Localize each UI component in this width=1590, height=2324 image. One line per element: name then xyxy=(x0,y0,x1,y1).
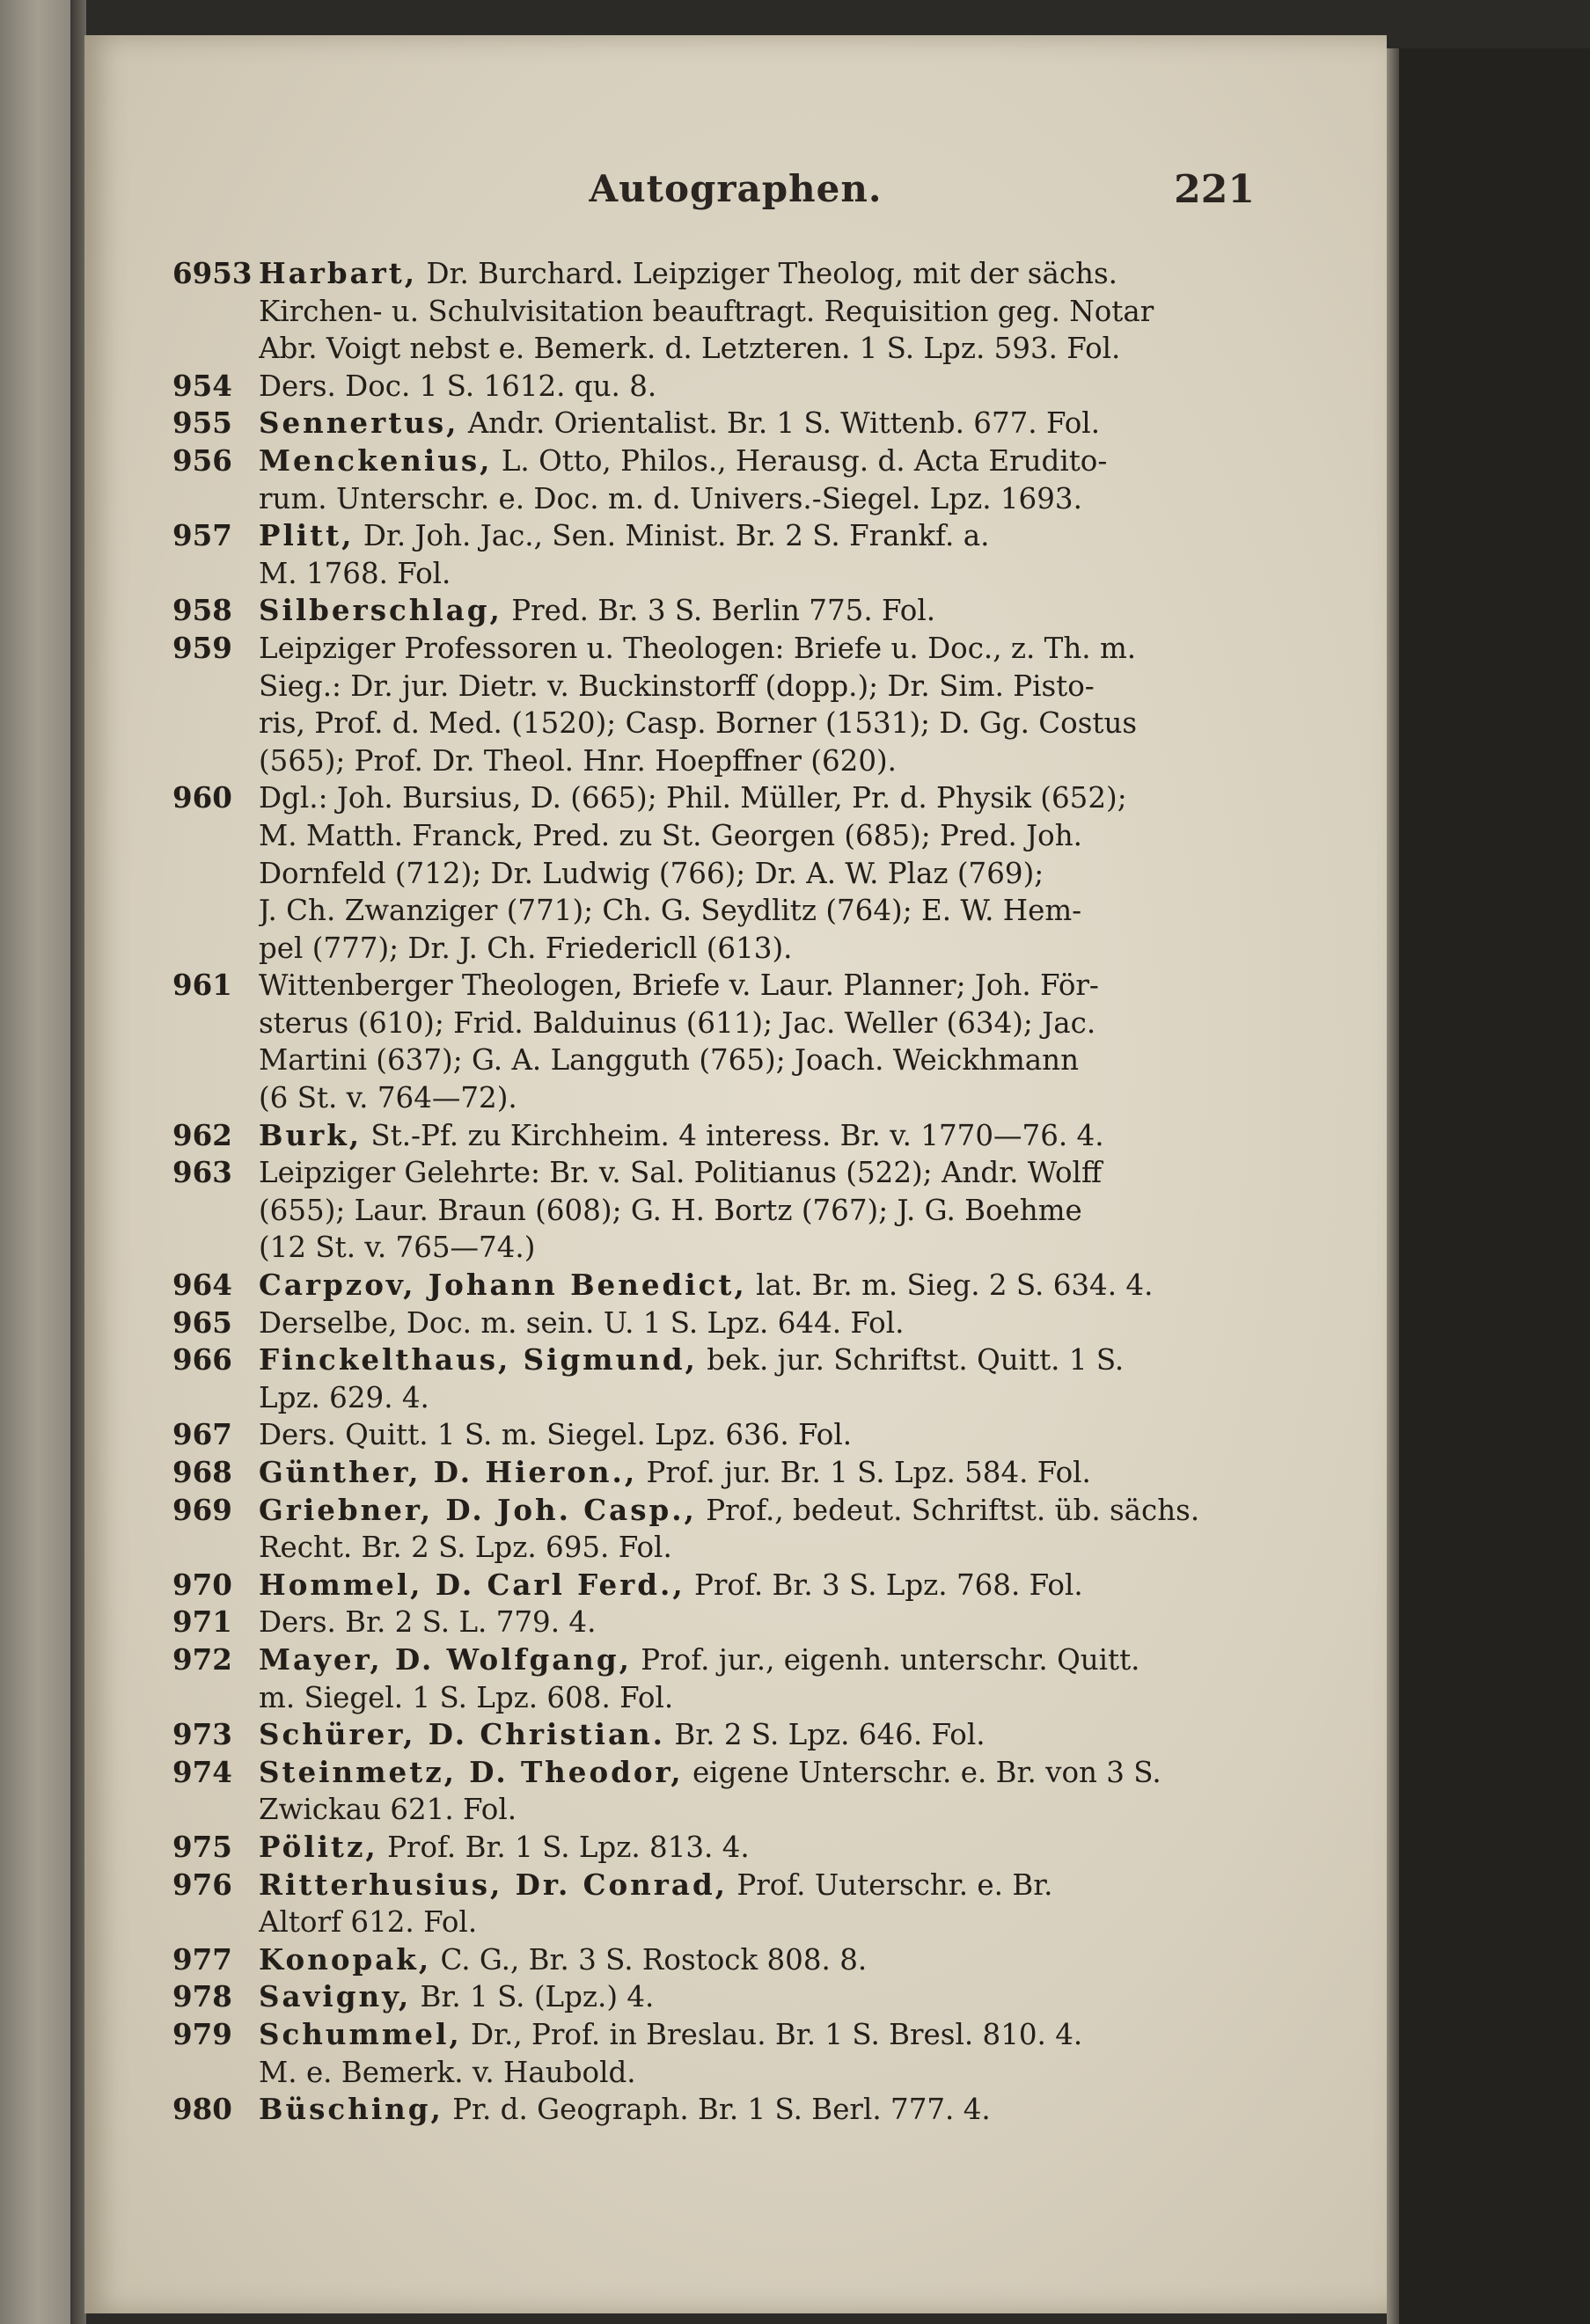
entry-name: Plitt, xyxy=(259,518,355,553)
catalog-entry xyxy=(172,1829,1268,1867)
entry-line xyxy=(259,293,1268,331)
entry-text xyxy=(259,1754,1268,1829)
entry-line-text: Leipziger Gelehrte: Br. v. Sal. Politianus (522); Andr. Wolff xyxy=(259,1156,1103,1190)
entry-line-text: m. Siegel. 1 S. Lpz. 608. Fol. xyxy=(259,1680,674,1714)
entry-line xyxy=(259,1641,1268,1679)
entry-text xyxy=(259,1829,1268,1867)
entry-line xyxy=(259,255,1268,293)
entry-line-text: Prof. jur. Br. 1 S. Lpz. 584. Fol. xyxy=(646,1456,1091,1489)
entry-line xyxy=(259,630,1268,668)
entry-text xyxy=(259,1941,1268,1979)
entry-name: Hommel, D. Carl Ferd., xyxy=(259,1567,685,1602)
catalog-entry xyxy=(172,1754,1268,1829)
entry-text xyxy=(259,255,1268,368)
entry-line xyxy=(259,1941,1268,1979)
entry-name: Silberschlag, xyxy=(259,593,502,628)
entry-number: 969 xyxy=(172,1492,232,1527)
entry-line xyxy=(259,1904,1268,1941)
left-page-edge xyxy=(0,0,76,2324)
entry-text xyxy=(259,1716,1268,1754)
entry-number: 976 xyxy=(172,1867,232,1902)
entry-line-text: (565); Prof. Dr. Theol. Hnr. Hoepffner (620). xyxy=(259,743,898,778)
catalog-entry xyxy=(172,1416,1268,1454)
entry-text xyxy=(259,1416,1268,1454)
entry-text xyxy=(259,2091,1268,2129)
entry-line xyxy=(259,442,1268,480)
entry-number: 966 xyxy=(172,1342,232,1378)
entry-text xyxy=(259,1454,1268,1492)
entry-line-text: M. Matth. Franck, Pred. zu St. Georgen (685); Pred. Joh. xyxy=(259,818,1082,852)
entry-line-text: Sieg.: Dr. jur. Dietr. v. Buckinstorff (dopp.); Dr. Sim. Pisto- xyxy=(259,669,1095,703)
page-number: 221 xyxy=(1174,167,1255,212)
entry-line xyxy=(259,1978,1268,2016)
entry-line xyxy=(259,855,1268,893)
entry-line xyxy=(259,817,1268,855)
entry-text xyxy=(259,967,1268,1116)
entry-text xyxy=(259,1341,1268,1416)
catalog-entry xyxy=(172,1454,1268,1492)
catalog-entry xyxy=(172,779,1268,967)
entry-text xyxy=(259,1567,1268,1604)
entry-line xyxy=(259,1041,1268,1079)
entry-line xyxy=(259,779,1268,817)
entry-name: Pölitz, xyxy=(259,1829,378,1864)
entry-number: 979 xyxy=(172,2016,232,2051)
entry-line xyxy=(259,368,1268,406)
catalog-entry xyxy=(172,1941,1268,1979)
entry-name: Carpzov, Johann Benedict, xyxy=(259,1268,747,1303)
entry-line xyxy=(259,1867,1268,1904)
catalog-entry xyxy=(172,967,1268,1116)
catalog-entry xyxy=(172,1117,1268,1155)
entry-line-text: ris, Prof. d. Med. (1520); Casp. Borner (1531); D. Gg. Costus xyxy=(259,706,1138,741)
catalog-entry xyxy=(172,1492,1268,1567)
catalog-entries xyxy=(172,255,1268,2129)
entry-line-text: Ders. Doc. 1 S. 1612. qu. 8. xyxy=(259,369,657,403)
catalog-entry xyxy=(172,405,1268,442)
entry-number: 968 xyxy=(172,1455,232,1489)
entry-line xyxy=(259,1791,1268,1829)
background-right xyxy=(1387,48,1590,2324)
entry-name: Savigny, xyxy=(259,1979,412,2014)
entry-number: 955 xyxy=(172,406,232,441)
entry-line-text: eigene Unterschr. e. Br. von 3 S. xyxy=(692,1755,1161,1789)
catalog-entry xyxy=(172,592,1268,630)
entry-line-text: Pred. Br. 3 S. Berlin 775. Fol. xyxy=(511,594,936,628)
entry-text xyxy=(259,1305,1268,1342)
entry-text xyxy=(259,405,1268,442)
catalog-entry xyxy=(172,1154,1268,1267)
entry-line xyxy=(259,930,1268,968)
entry-line xyxy=(259,1716,1268,1754)
entry-line xyxy=(259,1229,1268,1267)
entry-line xyxy=(259,592,1268,630)
entry-name: Konopak, xyxy=(259,1941,432,1977)
catalog-entry xyxy=(172,1341,1268,1416)
page-edge-right xyxy=(1387,48,1399,2324)
entry-line-text: Martini (637); G. A. Langguth (765); Joach. Weickhmann xyxy=(259,1043,1080,1078)
entry-number: 954 xyxy=(172,368,232,403)
catalog-entry xyxy=(172,368,1268,406)
catalog-entry xyxy=(172,255,1268,368)
entry-text xyxy=(259,1267,1268,1305)
entry-line xyxy=(259,1829,1268,1867)
entry-name: Schürer, D. Christian. xyxy=(259,1717,665,1752)
entry-line-text: (6 St. v. 764—72). xyxy=(259,1081,517,1115)
entry-number: 960 xyxy=(172,780,232,815)
entry-line xyxy=(259,1005,1268,1042)
entry-text xyxy=(259,1117,1268,1155)
entry-number: 956 xyxy=(172,442,232,478)
catalog-entry xyxy=(172,1567,1268,1604)
entry-line-text: C. G., Br. 3 S. Rostock 808. 8. xyxy=(440,1942,868,1977)
entry-text xyxy=(259,2016,1268,2091)
catalog-entry xyxy=(172,1641,1268,1716)
entry-line xyxy=(259,1492,1268,1530)
entry-line-text: Lpz. 629. 4. xyxy=(259,1380,429,1414)
entry-line-text: M. e. Bemerk. v. Haubold. xyxy=(259,2055,636,2089)
entry-line-text: Altorf 612. Fol. xyxy=(259,1905,478,1940)
entry-text xyxy=(259,1492,1268,1567)
entry-line-text: Wittenberger Theologen, Briefe v. Laur. Planner; Joh. För- xyxy=(259,968,1099,1003)
entry-number: 962 xyxy=(172,1117,232,1152)
entry-line xyxy=(259,517,1268,555)
catalog-entry xyxy=(172,442,1268,517)
entry-line xyxy=(259,967,1268,1005)
entry-line-text: Prof. Br. 1 S. Lpz. 813. 4. xyxy=(387,1830,750,1864)
entry-line xyxy=(259,705,1268,742)
entry-number: 975 xyxy=(172,1829,232,1864)
entry-name: Burk, xyxy=(259,1117,363,1152)
entry-text xyxy=(259,1154,1268,1267)
entry-line-text: Prof. Br. 3 S. Lpz. 768. Fol. xyxy=(693,1568,1083,1602)
entry-line-text: Ders. Br. 2 S. L. 779. 4. xyxy=(259,1605,597,1640)
entry-number: 967 xyxy=(172,1417,232,1452)
entry-number: 965 xyxy=(172,1305,232,1340)
entry-line-text: St.-Pf. zu Kirchheim. 4 interess. Br. v. 1770—76. 4. xyxy=(370,1118,1104,1152)
entry-line-text: Leipziger Professoren u. Theologen: Briefe u. Doc., z. Th. m. xyxy=(259,631,1137,665)
entry-name: Menckenius, xyxy=(259,442,493,478)
entry-name: Steinmetz, D. Theodor, xyxy=(259,1754,684,1789)
entry-line xyxy=(259,742,1268,780)
entry-line xyxy=(259,892,1268,930)
page-header xyxy=(84,167,1387,229)
catalog-entry xyxy=(172,1867,1268,1941)
entry-number: 958 xyxy=(172,593,232,628)
entry-number: 972 xyxy=(172,1641,232,1677)
entry-line xyxy=(259,2054,1268,2092)
entry-line-text: (12 St. v. 765—74.) xyxy=(259,1231,536,1265)
entry-line-text: Dr. Joh. Jac., Sen. Minist. Br. 2 S. Frankf. a. xyxy=(363,519,990,553)
entry-text xyxy=(259,779,1268,967)
catalog-entry xyxy=(172,2091,1268,2129)
entry-line-text: Pr. d. Geograph. Br. 1 S. Berl. 777. 4. xyxy=(452,2093,991,2127)
entry-line xyxy=(259,1416,1268,1454)
entry-line-text: bek. jur. Schriftst. Quitt. 1 S. xyxy=(707,1343,1125,1378)
entry-number: 970 xyxy=(172,1567,232,1602)
entry-line-text: Prof. jur., eigenh. unterschr. Quitt. xyxy=(641,1642,1140,1677)
entry-text xyxy=(259,442,1268,517)
entry-line-text: Dr. Burchard. Leipziger Theolog, mit der sächs. xyxy=(426,257,1117,290)
catalog-entry xyxy=(172,1978,1268,2016)
entry-line-text: L. Otto, Philos., Herausg. d. Acta Erudito- xyxy=(501,443,1108,478)
entry-text xyxy=(259,1604,1268,1641)
entry-number: 964 xyxy=(172,1268,232,1303)
catalog-entry xyxy=(172,2016,1268,2091)
entry-line xyxy=(259,1267,1268,1305)
catalog-entry xyxy=(172,1267,1268,1305)
entry-line xyxy=(259,1567,1268,1604)
entry-text xyxy=(259,630,1268,779)
running-title: Autographen. xyxy=(589,167,883,210)
entry-text xyxy=(259,1867,1268,1941)
entry-line-text: Prof., bedeut. Schriftst. üb. sächs. xyxy=(706,1493,1200,1527)
entry-line-text: Br. 1 S. (Lpz.) 4. xyxy=(420,1980,655,2014)
entry-line xyxy=(259,1679,1268,1717)
entry-number: 6953 xyxy=(172,256,253,290)
entry-number: 980 xyxy=(172,2092,232,2127)
entry-line xyxy=(259,1305,1268,1342)
entry-line-text: pel (777); Dr. J. Ch. Friedericll (613). xyxy=(259,931,793,965)
entry-line xyxy=(259,668,1268,705)
entry-line xyxy=(259,2016,1268,2054)
entry-line-text: Dornfeld (712); Dr. Ludwig (766); Dr. A. W. Plaz (769); xyxy=(259,856,1044,890)
catalog-entry xyxy=(172,1604,1268,1641)
catalog-entry xyxy=(172,517,1268,592)
entry-line xyxy=(259,1529,1268,1567)
entry-name: Finckelthaus, Sigmund, xyxy=(259,1342,698,1378)
catalog-entry xyxy=(172,1716,1268,1754)
entry-text xyxy=(259,592,1268,630)
entry-line-text: Prof. Uuterschr. e. Br. xyxy=(736,1867,1053,1902)
entry-line-text: Ders. Quitt. 1 S. m. Siegel. Lpz. 636. Fol. xyxy=(259,1418,853,1452)
entry-line-text: Br. 2 S. Lpz. 646. Fol. xyxy=(674,1718,986,1752)
entry-line xyxy=(259,1454,1268,1492)
entry-line-text: Zwickau 621. Fol. xyxy=(259,1793,517,1827)
entry-line xyxy=(259,1154,1268,1192)
entry-line-text: Abr. Voigt nebst e. Bemerk. d. Letzteren. 1 S. Lpz. 593. Fol. xyxy=(259,332,1121,366)
entry-line xyxy=(259,2091,1268,2129)
entry-line-text: sterus (610); Frid. Balduinus (611); Jac. Weller (634); Jac. xyxy=(259,1005,1096,1040)
entry-line xyxy=(259,480,1268,518)
entry-line xyxy=(259,555,1268,593)
entry-name: Günther, D. Hieron., xyxy=(259,1455,638,1489)
entry-line-text: Kirchen- u. Schulvisitation beauftragt. Requisition geg. Notar xyxy=(259,294,1154,328)
entry-number: 974 xyxy=(172,1754,232,1789)
entry-number: 973 xyxy=(172,1717,232,1752)
entry-number: 961 xyxy=(172,968,232,1003)
entry-line xyxy=(259,1117,1268,1155)
entry-line xyxy=(259,1604,1268,1641)
entry-line-text: Recht. Br. 2 S. Lpz. 695. Fol. xyxy=(259,1531,672,1565)
entry-line xyxy=(259,1079,1268,1117)
catalog-entry xyxy=(172,1305,1268,1342)
entry-line-text: rum. Unterschr. e. Doc. m. d. Univers.-Siegel. Lpz. 1693. xyxy=(259,481,1082,515)
entry-line-text: (655); Laur. Braun (608); G. H. Bortz (767); J. G. Boehme xyxy=(259,1193,1082,1227)
entry-text xyxy=(259,1978,1268,2016)
entry-line-text: lat. Br. m. Sieg. 2 S. 634. 4. xyxy=(756,1268,1154,1303)
entry-name: Büsching, xyxy=(259,2092,443,2127)
entry-line xyxy=(259,1379,1268,1417)
entry-line-text: Andr. Orientalist. Br. 1 S. Wittenb. 677. Fol. xyxy=(467,406,1101,441)
entry-text xyxy=(259,1641,1268,1716)
entry-line xyxy=(259,330,1268,368)
entry-line xyxy=(259,405,1268,442)
entry-line-text: Dgl.: Joh. Bursius, D. (665); Phil. Müller, Pr. d. Physik (652); xyxy=(259,781,1127,815)
entry-number: 971 xyxy=(172,1604,232,1640)
entry-line-text: Derselbe, Doc. m. sein. U. 1 S. Lpz. 644. Fol. xyxy=(259,1305,905,1340)
entry-line xyxy=(259,1754,1268,1792)
entry-text xyxy=(259,517,1268,592)
entry-line-text: Dr., Prof. in Breslau. Br. 1 S. Bresl. 810. 4. xyxy=(470,2017,1083,2051)
entry-line xyxy=(259,1192,1268,1230)
entry-name: Ritterhusius, Dr. Conrad, xyxy=(259,1867,728,1902)
entry-number: 963 xyxy=(172,1155,232,1190)
entry-number: 959 xyxy=(172,630,232,665)
entry-line-text: J. Ch. Zwanziger (771); Ch. G. Seydlitz (764); E. W. Hem- xyxy=(259,894,1082,928)
entry-number: 978 xyxy=(172,1979,232,2014)
entry-number: 957 xyxy=(172,518,232,553)
entry-name: Schummel, xyxy=(259,2016,462,2051)
entry-line xyxy=(259,1341,1268,1379)
entry-number: 977 xyxy=(172,1941,232,1977)
entry-name: Mayer, D. Wolfgang, xyxy=(259,1641,632,1677)
entry-line-text: M. 1768. Fol. xyxy=(259,556,451,590)
entry-name: Sennertus, xyxy=(259,406,459,441)
catalog-entry xyxy=(172,630,1268,779)
entry-name: Griebner, D. Joh. Casp., xyxy=(259,1492,697,1527)
entry-text xyxy=(259,368,1268,406)
entry-name: Harbart, xyxy=(259,256,418,290)
